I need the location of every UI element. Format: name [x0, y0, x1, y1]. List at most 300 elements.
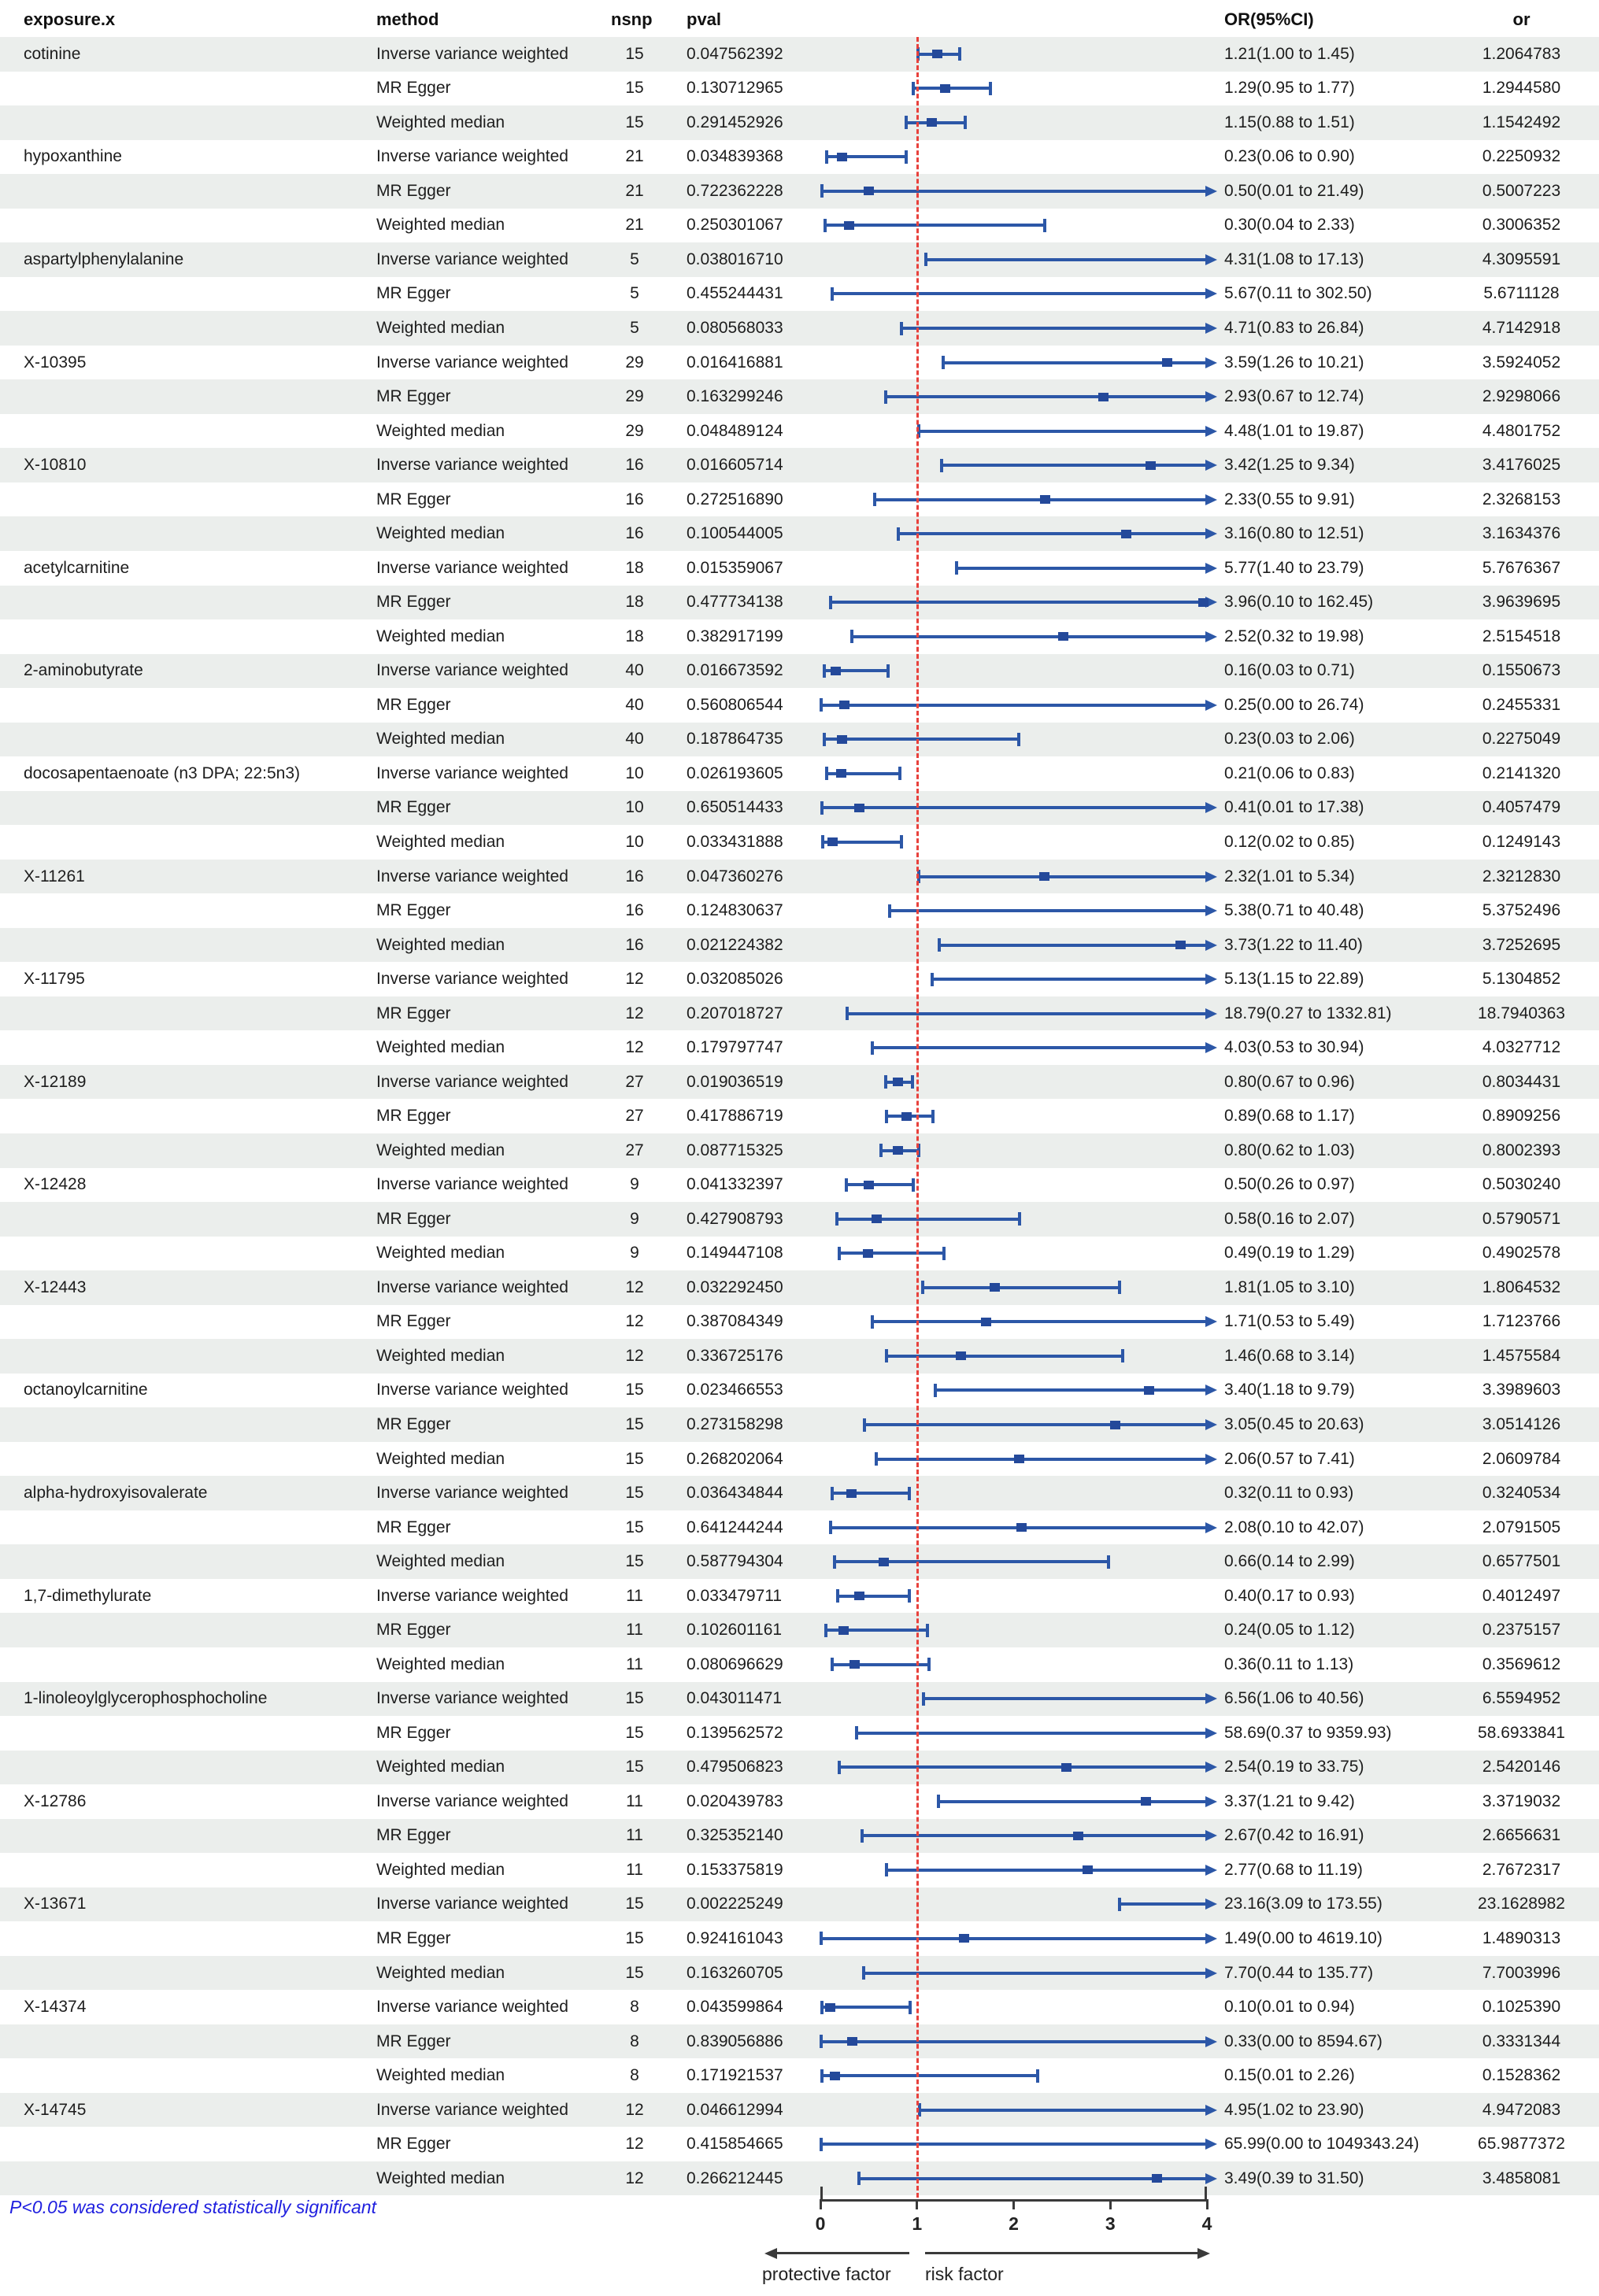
method-label: Weighted median: [376, 730, 505, 749]
pval-value: 0.046612994: [687, 2100, 783, 2119]
exposure-label: octanoylcarnitine: [24, 1381, 148, 1399]
exposure-label: X-11261: [24, 867, 85, 885]
table-header-row: [0, 0, 1599, 37]
or-point-marker: [1039, 872, 1049, 881]
ci-bar: [820, 1937, 1207, 1940]
ci-cap-right: [900, 835, 903, 849]
ci-arrowhead-icon: [1205, 1796, 1217, 1807]
or-ci-label: 2.54(0.19 to 33.75): [1224, 1758, 1364, 1777]
pval-value: 0.479506823: [687, 1758, 783, 1777]
table-row: [0, 962, 1599, 996]
pval-value: 0.417886719: [687, 1107, 783, 1126]
ci-bar: [821, 806, 1207, 809]
method-label: Inverse variance weighted: [376, 1791, 568, 1810]
or-point-marker: [959, 1934, 969, 1943]
nsnp-value: 11: [626, 1655, 643, 1673]
table-row: [0, 928, 1599, 963]
table-row: [0, 654, 1599, 689]
axis-tick-label: 2: [1009, 2213, 1019, 2234]
axis-tick: [1206, 2199, 1209, 2209]
ci-cap-left: [838, 1761, 841, 1774]
nsnp-value: 5: [630, 284, 639, 303]
or-ci-label: 0.50(0.26 to 0.97): [1224, 1175, 1355, 1194]
or-value: 6.5594952: [1482, 1689, 1561, 1708]
table-row: [0, 414, 1599, 449]
nsnp-value: 11: [626, 1586, 643, 1605]
method-label: Weighted median: [376, 1038, 505, 1057]
ci-cap-left: [885, 1110, 888, 1123]
table-row: [0, 379, 1599, 414]
or-ci-label: 4.03(0.53 to 30.94): [1224, 1038, 1364, 1057]
pval-value: 0.016605714: [687, 456, 783, 475]
table-row: [0, 1956, 1599, 1991]
table-row: [0, 1990, 1599, 2024]
ci-cap-right: [908, 1589, 911, 1603]
ci-cap-right: [958, 47, 961, 61]
table-row: [0, 1682, 1599, 1717]
pval-value: 0.187864735: [687, 730, 783, 749]
table-row: [0, 209, 1599, 243]
exposure-label: X-14374: [24, 1998, 87, 2017]
or-ci-label: 4.48(1.01 to 19.87): [1224, 421, 1364, 440]
nsnp-value: 15: [625, 1449, 644, 1468]
method-label: MR Egger: [376, 593, 451, 612]
ci-bar: [935, 1388, 1207, 1392]
table-row: [0, 1065, 1599, 1100]
ci-cap-left: [857, 2172, 861, 2185]
method-label: Inverse variance weighted: [376, 970, 568, 989]
axis-tick: [820, 2199, 822, 2209]
or-ci-label: 0.24(0.05 to 1.12): [1224, 1621, 1355, 1640]
nsnp-value: 15: [625, 1381, 644, 1399]
table-row: [0, 448, 1599, 482]
risk-arrow-line: [925, 2252, 1198, 2254]
method-label: Inverse variance weighted: [376, 1381, 568, 1399]
or-value: 1.1542492: [1482, 113, 1561, 131]
nsnp-value: 9: [630, 1244, 639, 1263]
method-label: MR Egger: [376, 284, 451, 303]
or-value: 0.2275049: [1482, 730, 1561, 749]
pval-value: 0.641244244: [687, 1518, 783, 1536]
axis-tick-label: 4: [1201, 2213, 1212, 2234]
ci-cap-left: [863, 1418, 866, 1432]
pval-value: 0.387084349: [687, 1312, 783, 1331]
or-point-marker: [830, 2072, 840, 2080]
ci-arrowhead-icon: [1205, 288, 1217, 299]
risk-arrow-head-icon: [1197, 2248, 1210, 2259]
ci-cap-left: [912, 82, 915, 95]
method-label: MR Egger: [376, 1518, 451, 1536]
ci-bar: [856, 1732, 1207, 1735]
or-value: 2.9298066: [1482, 387, 1561, 406]
nsnp-value: 29: [625, 353, 644, 372]
pval-value: 0.163260705: [687, 1963, 783, 1982]
nsnp-value: 27: [625, 1072, 644, 1091]
or-ci-label: 3.16(0.80 to 12.51): [1224, 524, 1364, 543]
nsnp-value: 12: [625, 1038, 644, 1057]
ci-bar: [824, 224, 1046, 227]
method-label: Weighted median: [376, 935, 505, 954]
ci-bar: [941, 464, 1207, 467]
or-value: 0.4902578: [1482, 1244, 1561, 1263]
or-value: 3.9639695: [1482, 593, 1561, 612]
or-ci-label: 2.33(0.55 to 9.91): [1224, 490, 1355, 508]
nsnp-value: 29: [625, 421, 644, 440]
nsnp-value: 27: [625, 1107, 644, 1126]
or-value: 0.8002393: [1482, 1141, 1561, 1159]
or-value: 0.4012497: [1482, 1586, 1561, 1605]
ci-bar: [831, 1492, 911, 1495]
ci-cap-left: [824, 1624, 827, 1637]
pval-value: 0.087715325: [687, 1141, 783, 1159]
ci-bar: [824, 738, 1020, 741]
table-row: [0, 1476, 1599, 1510]
method-label: MR Egger: [376, 1826, 451, 1845]
ci-bar: [846, 1012, 1207, 1015]
or-value: 0.3240534: [1482, 1484, 1561, 1503]
nsnp-value: 29: [625, 387, 644, 406]
method-label: Weighted median: [376, 1244, 505, 1263]
or-value: 2.5154518: [1482, 627, 1561, 645]
ci-arrowhead-icon: [1205, 1830, 1217, 1841]
or-point-marker: [927, 118, 937, 127]
or-value: 2.6656631: [1482, 1826, 1561, 1845]
method-label: MR Egger: [376, 1723, 451, 1742]
or-ci-label: 2.77(0.68 to 11.19): [1224, 1860, 1363, 1879]
exposure-label: acetylcarnitine: [24, 558, 130, 577]
ci-bar: [830, 601, 1207, 604]
or-value: 3.0514126: [1482, 1415, 1561, 1434]
protective-arrow-line: [775, 2252, 909, 2254]
table-row: [0, 1442, 1599, 1477]
ci-arrowhead-icon: [1205, 391, 1217, 402]
or-value: 0.5007223: [1482, 181, 1561, 200]
or-value: 5.6711128: [1483, 284, 1560, 303]
nsnp-value: 12: [625, 1004, 644, 1022]
or-ci-label: 5.38(0.71 to 40.48): [1224, 901, 1364, 920]
or-value: 23.1628982: [1478, 1895, 1565, 1913]
ci-cap-right: [931, 1110, 935, 1123]
pval-value: 0.021224382: [687, 935, 783, 954]
ci-arrowhead-icon: [1205, 460, 1217, 471]
table-row: [0, 482, 1599, 517]
or-point-marker: [1152, 2174, 1162, 2183]
ci-arrowhead-icon: [1205, 974, 1217, 985]
or-point-marker: [932, 50, 942, 58]
or-ci-label: 1.29(0.95 to 1.77): [1224, 79, 1355, 98]
ci-cap-left: [942, 356, 945, 369]
or-ci-label: 5.13(1.15 to 22.89): [1224, 970, 1364, 989]
nsnp-value: 21: [625, 181, 644, 200]
or-point-marker: [1016, 1523, 1027, 1532]
table-row: [0, 1270, 1599, 1305]
pval-value: 0.250301067: [687, 216, 783, 235]
column-header-nsnp: nsnp: [611, 9, 653, 29]
or-value: 5.7676367: [1482, 558, 1561, 577]
nsnp-value: 12: [625, 1277, 644, 1296]
ci-bar: [886, 1869, 1207, 1872]
pval-value: 0.291452926: [687, 113, 783, 131]
method-label: MR Egger: [376, 2135, 451, 2154]
ci-arrowhead-icon: [1205, 905, 1217, 916]
table-row: [0, 586, 1599, 620]
pval-value: 0.034839368: [687, 147, 783, 166]
table-row: [0, 996, 1599, 1031]
pval-value: 0.179797747: [687, 1038, 783, 1057]
or-point-marker: [1014, 1455, 1024, 1463]
or-value: 0.3006352: [1482, 216, 1561, 235]
method-label: Weighted median: [376, 1552, 505, 1571]
nsnp-value: 11: [626, 1791, 643, 1810]
method-label: Inverse variance weighted: [376, 250, 568, 268]
or-point-marker: [1121, 530, 1131, 538]
ci-arrowhead-icon: [1205, 631, 1217, 642]
nsnp-value: 15: [625, 1415, 644, 1434]
or-point-marker: [1061, 1763, 1072, 1772]
ci-bar: [923, 1697, 1207, 1700]
nsnp-value: 16: [625, 867, 644, 885]
table-row: [0, 1202, 1599, 1237]
ci-cap-left: [820, 1932, 823, 1945]
method-label: Inverse variance weighted: [376, 456, 568, 475]
or-value: 0.1025390: [1482, 1998, 1561, 2017]
method-label: Inverse variance weighted: [376, 353, 568, 372]
ci-cap-right: [942, 1247, 946, 1260]
or-value: 0.8034431: [1482, 1072, 1561, 1091]
ci-cap-right: [1018, 1212, 1021, 1226]
ci-cap-left: [900, 322, 903, 335]
or-value: 0.2455331: [1482, 695, 1561, 714]
table-row: [0, 825, 1599, 860]
nsnp-value: 15: [625, 1689, 644, 1708]
or-ci-label: 3.73(1.22 to 11.40): [1224, 935, 1363, 954]
or-value: 3.3989603: [1482, 1381, 1561, 1399]
ci-bar: [831, 1663, 930, 1666]
or-value: 5.3752496: [1482, 901, 1561, 920]
or-point-marker: [864, 187, 874, 195]
exposure-label: X-12428: [24, 1175, 87, 1194]
exposure-label: X-12786: [24, 1791, 87, 1810]
method-label: MR Egger: [376, 1621, 451, 1640]
ci-bar: [820, 704, 1207, 707]
table-row: [0, 1784, 1599, 1819]
nsnp-value: 27: [625, 1141, 644, 1159]
method-label: Weighted median: [376, 319, 505, 338]
or-value: 3.7252695: [1482, 935, 1561, 954]
pval-value: 0.020439783: [687, 1791, 783, 1810]
nsnp-value: 10: [625, 798, 644, 817]
or-ci-label: 2.52(0.32 to 19.98): [1224, 627, 1364, 645]
or-ci-label: 0.12(0.02 to 0.85): [1224, 832, 1355, 851]
method-label: Weighted median: [376, 1963, 505, 1982]
ci-cap-left: [820, 698, 823, 712]
or-value: 0.5030240: [1482, 1175, 1561, 1194]
or-value: 3.4858081: [1482, 2168, 1561, 2187]
or-ci-label: 3.49(0.39 to 31.50): [1224, 2168, 1364, 2187]
table-row: [0, 1510, 1599, 1545]
or-ci-label: 0.16(0.03 to 0.71): [1224, 661, 1355, 680]
or-point-marker: [956, 1351, 966, 1360]
column-header-pval: pval: [687, 9, 722, 29]
ci-cap-left: [885, 1349, 888, 1362]
or-value: 0.3331344: [1482, 2032, 1561, 2050]
column-header-or-ci: OR(95%CI): [1224, 9, 1314, 29]
ci-bar: [820, 2143, 1207, 2146]
pval-value: 0.048489124: [687, 421, 783, 440]
or-value: 65.9877372: [1478, 2135, 1565, 2154]
ci-bar: [872, 1046, 1207, 1049]
method-label: MR Egger: [376, 79, 451, 98]
ci-arrowhead-icon: [1205, 1728, 1217, 1739]
ci-arrowhead-icon: [1205, 1522, 1217, 1533]
ci-cap-left: [871, 1315, 874, 1329]
nsnp-value: 11: [626, 1860, 643, 1879]
nsnp-value: 18: [625, 593, 644, 612]
table-row: [0, 174, 1599, 209]
or-point-marker: [844, 221, 854, 230]
or-ci-label: 0.40(0.17 to 0.93): [1224, 1586, 1355, 1605]
axis-tick: [916, 2199, 918, 2209]
nsnp-value: 18: [625, 558, 644, 577]
nsnp-value: 21: [625, 147, 644, 166]
ci-bar: [837, 1595, 910, 1598]
pval-value: 0.047360276: [687, 867, 783, 885]
table-row: [0, 1579, 1599, 1614]
ci-cap-left: [871, 1041, 874, 1055]
ci-bar: [898, 532, 1207, 535]
method-label: MR Egger: [376, 387, 451, 406]
or-value: 5.1304852: [1482, 970, 1561, 989]
risk-factor-label: risk factor: [925, 2264, 1004, 2284]
axis-tick: [1012, 2199, 1015, 2209]
or-point-marker: [1073, 1832, 1083, 1840]
or-point-marker: [837, 153, 847, 161]
table-row: [0, 893, 1599, 928]
ci-arrowhead-icon: [1205, 494, 1217, 505]
pval-value: 0.415854665: [687, 2135, 783, 2154]
nsnp-value: 40: [625, 730, 644, 749]
ci-bar: [925, 258, 1207, 261]
table-row: [0, 1819, 1599, 1854]
or-ci-label: 3.96(0.10 to 162.45): [1224, 593, 1374, 612]
pval-value: 0.477734138: [687, 593, 783, 612]
pval-value: 0.124830637: [687, 901, 783, 920]
pval-value: 0.650514433: [687, 798, 783, 817]
or-point-marker: [981, 1318, 991, 1326]
or-point-marker: [1162, 358, 1172, 367]
nsnp-value: 18: [625, 627, 644, 645]
pval-value: 0.016673592: [687, 661, 783, 680]
ci-bar: [918, 430, 1207, 433]
method-label: Weighted median: [376, 627, 505, 645]
method-label: MR Egger: [376, 490, 451, 508]
ci-cap-left: [1118, 1898, 1121, 1911]
ci-cap-left: [835, 1212, 838, 1226]
ci-cap-left: [831, 1658, 834, 1671]
ci-cap-left: [823, 733, 826, 746]
table-row: [0, 1751, 1599, 1785]
ci-arrowhead-icon: [1205, 700, 1217, 711]
pval-value: 0.032292450: [687, 1277, 783, 1296]
method-label: Inverse variance weighted: [376, 1895, 568, 1913]
nsnp-value: 11: [626, 1826, 643, 1845]
or-ci-label: 0.23(0.06 to 0.90): [1224, 147, 1355, 166]
nsnp-value: 5: [630, 319, 639, 338]
or-ci-label: 65.99(0.00 to 1049343.24): [1224, 2135, 1419, 2154]
axis-tick-label: 0: [815, 2213, 826, 2234]
method-label: Weighted median: [376, 216, 505, 235]
pval-value: 0.336725176: [687, 1346, 783, 1365]
method-label: Inverse variance weighted: [376, 44, 568, 63]
method-label: Weighted median: [376, 1346, 505, 1365]
ci-arrowhead-icon: [1205, 563, 1217, 574]
table-row: [0, 277, 1599, 312]
ci-arrowhead-icon: [1205, 1385, 1217, 1396]
table-row: [0, 619, 1599, 654]
or-ci-label: 1.15(0.88 to 1.51): [1224, 113, 1355, 131]
pval-value: 0.455244431: [687, 284, 783, 303]
pval-value: 0.023466553: [687, 1381, 783, 1399]
nsnp-value: 10: [625, 832, 644, 851]
ci-arrowhead-icon: [1205, 357, 1217, 368]
ci-cap-left: [821, 835, 824, 849]
method-label: Inverse variance weighted: [376, 763, 568, 782]
pval-value: 0.153375819: [687, 1860, 783, 1879]
ci-cap-left: [888, 904, 891, 918]
or-point-marker: [1083, 1865, 1093, 1874]
or-ci-label: 0.15(0.01 to 2.26): [1224, 2066, 1355, 2085]
ci-cap-right: [1121, 1349, 1124, 1362]
or-point-marker: [1098, 393, 1109, 401]
or-ci-label: 0.36(0.11 to 1.13): [1224, 1655, 1354, 1673]
or-point-marker: [1146, 461, 1156, 470]
or-value: 4.7142918: [1482, 319, 1561, 338]
ci-cap-left: [820, 184, 824, 198]
ci-arrowhead-icon: [1205, 323, 1217, 334]
method-label: Inverse variance weighted: [376, 1484, 568, 1503]
pval-value: 0.382917199: [687, 627, 783, 645]
or-ci-label: 0.25(0.00 to 26.74): [1224, 695, 1364, 714]
method-label: Weighted median: [376, 1449, 505, 1468]
or-point-marker: [872, 1215, 882, 1223]
method-label: Inverse variance weighted: [376, 867, 568, 885]
axis-tick-label: 3: [1105, 2213, 1116, 2234]
table-row: [0, 346, 1599, 380]
nsnp-value: 15: [625, 1928, 644, 1947]
or-ci-label: 1.71(0.53 to 5.49): [1224, 1312, 1355, 1331]
table-row: [0, 2161, 1599, 2196]
pval-value: 0.026193605: [687, 763, 783, 782]
or-ci-label: 0.89(0.68 to 1.17): [1224, 1107, 1355, 1126]
or-ci-label: 0.49(0.19 to 1.29): [1224, 1244, 1355, 1263]
ci-arrowhead-icon: [1205, 1865, 1217, 1876]
nsnp-value: 12: [625, 2168, 644, 2187]
ci-cap-right: [905, 150, 908, 164]
pval-value: 0.427908793: [687, 1209, 783, 1228]
or-value: 0.1249143: [1482, 832, 1561, 851]
ci-arrowhead-icon: [1205, 2105, 1217, 2116]
method-label: Inverse variance weighted: [376, 1689, 568, 1708]
pval-value: 0.032085026: [687, 970, 783, 989]
table-row: [0, 860, 1599, 894]
ci-cap-left: [820, 2001, 824, 2014]
exposure-label: X-11795: [24, 970, 85, 989]
or-point-marker: [990, 1283, 1000, 1292]
method-label: MR Egger: [376, 901, 451, 920]
ci-bar: [821, 190, 1207, 193]
method-label: Inverse variance weighted: [376, 1072, 568, 1091]
ci-cap-right: [1017, 733, 1020, 746]
